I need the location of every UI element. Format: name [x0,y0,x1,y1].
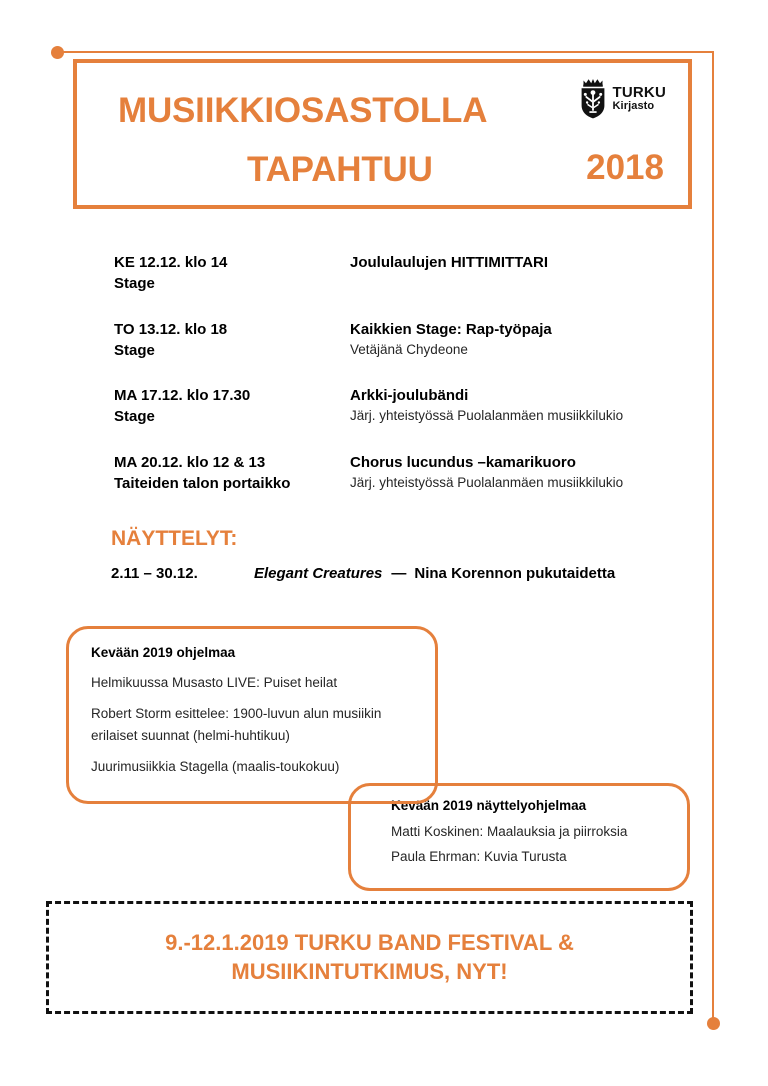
exhibition-dash: — [391,565,407,582]
spring-program-line: Helmikuussa Musasto LIVE: Puiset heilat [91,675,338,690]
event-what [350,252,694,295]
spring-program-line: Robert Storm esittelee: 1900-luvun alun musiikin erilaiset suunnat (helmi-huhtikuu) [91,705,382,743]
event-what [350,452,694,495]
logo-main-text: TURKU [612,84,666,102]
event-when [114,452,350,495]
event-venue: Stage [114,275,155,293]
event-row [114,452,694,495]
event-venue: Stage [114,408,155,426]
decorative-line-vertical [712,51,714,1024]
exhibition-name: Elegant Creatures [254,565,383,582]
poster-title-line-1: MUSIIKKIOSASTOLLA [118,91,488,130]
event-title: Joululaulujen HITTIMITTARI [350,254,549,271]
exhibition-description: Nina Korennon pukutaidetta [414,565,616,582]
event-when [114,319,350,362]
spring-exhibitions-line: Matti Koskinen: Maalauksia ja piirroksia [391,824,628,839]
logo-wordmark [613,85,667,112]
festival-banner [46,901,693,1014]
event-date: KE 12.12. klo 14 [114,254,228,271]
spring-exhibitions-line: Paula Ehrman: Kuvia Turusta [391,848,567,864]
spring-program-box [66,626,438,804]
event-what [350,319,694,362]
event-row [114,319,694,362]
event-note: Järj. yhteistyössä Puolalanmäen musiikkilukio [350,408,624,424]
festival-banner-line-1: 9.-12.1.2019 TURKU BAND FESTIVAL & [165,930,574,956]
event-title: Chorus lucundus –kamarikuoro [350,453,576,471]
event-date: MA 17.12. klo 17.30 [114,387,251,405]
decorative-dot-bottom-right [707,1017,720,1030]
festival-banner-line-2: MUSIIKINTUTKIMUS, NYT! [231,958,508,984]
exhibition-row [111,565,711,582]
event-what [350,385,694,428]
poster-title-line-2: TAPAHTUU [247,150,433,189]
event-note: Vetäjänä Chydeone [350,341,468,357]
event-row [114,385,694,428]
event-title: Arkki-joulubändi [350,387,469,405]
event-date: MA 20.12. klo 12 & 13 [114,453,266,471]
event-row [114,252,694,295]
events-list [114,252,694,518]
header-inner [77,63,688,205]
spring-program-title: Kevään 2019 ohjelmaa [91,645,236,660]
poster-year: 2018 [586,148,664,187]
turku-coat-of-arms-icon [579,78,607,119]
event-title: Kaikkien Stage: Rap-työpaja [350,320,552,338]
event-venue: Taiteiden talon portaikko [114,475,291,493]
logo-sub-text: Kirjasto [612,99,655,112]
event-when [114,252,350,295]
event-date: TO 13.12. klo 18 [114,320,228,338]
spring-program-line: Juurimusiikkia Stagella (maalis-toukokuu) [91,758,340,774]
event-when [114,385,350,428]
spring-exhibitions-title: Kevään 2019 näyttelyohjelmaa [391,798,587,813]
event-note: Järj. yhteistyössä Puolalanmäen musiikkilukio [350,475,624,491]
exhibitions-heading: NÄYTTELYT: [111,527,238,550]
decorative-line-horizontal [57,51,714,53]
exhibitions-section [111,527,711,582]
exhibition-dates: 2.11 – 30.12. [111,565,198,582]
header-title-box [73,59,692,209]
spring-program-inner [69,629,435,777]
event-venue: Stage [114,341,155,359]
turku-library-logo [579,78,667,119]
